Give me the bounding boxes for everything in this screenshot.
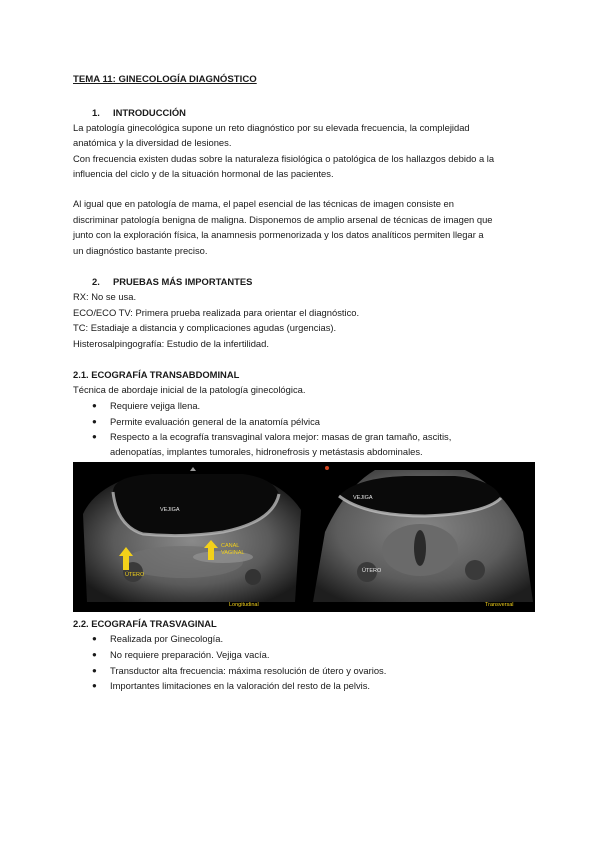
- bullet-continuation: adenopatías, implantes tumorales, hidronefrosis y metástasis abdominales.: [110, 446, 423, 457]
- label-utero: ÚTERO: [362, 568, 382, 574]
- test-item: ECO/ECO TV: Primera prueba realizada para orientar el diagnóstico.: [73, 307, 360, 318]
- intro-line: junto con la exploración física, la anamnesis pormenorizada y los datos analíticos permiten llegar a: [73, 229, 484, 240]
- label-vejiga: VEJIGA: [160, 507, 180, 513]
- test-item: RX: No se usa.: [73, 291, 137, 302]
- section-1-heading: 1. INTRODUCCIÓN: [92, 107, 186, 118]
- intro-line: influencia del ciclo y de la situación hormonal de las pacientes.: [73, 168, 334, 179]
- bullet-item: ● Requiere vejiga llena.: [92, 400, 201, 411]
- intro-line: discriminar patología benigna de maligna. Disponemos de amplio arsenal de técnicas de imagen que: [73, 214, 493, 225]
- bullet-item: ● No requiere preparación. Vejiga vacía.: [92, 649, 270, 660]
- caption-transversal: Transversal: [485, 602, 514, 608]
- section-2-heading: 2. PRUEBAS MÁS IMPORTANTES: [92, 276, 253, 287]
- bullet-icon: ●: [92, 401, 97, 410]
- ultrasound-transversal-image: [305, 462, 535, 612]
- bullet-icon: ●: [92, 681, 97, 690]
- bullet-item: ● Permite evaluación general de la anatomía pélvica: [92, 416, 321, 427]
- label-utero: ÚTERO: [125, 572, 145, 578]
- section-2-1-heading: 2.1. ECOGRAFÍA TRANSABDOMINAL: [73, 369, 240, 380]
- label-vaginal: VAGINAL: [221, 550, 245, 556]
- bullet-item: ● Respecto a la ecografía transvaginal valora mejor: masas de gran tamaño, ascitis,: [92, 431, 452, 442]
- ultrasound-longitudinal-image: [73, 462, 305, 612]
- ultrasound-figure: [73, 462, 535, 612]
- label-canal: CANAL: [221, 543, 240, 549]
- intro-line: Con frecuencia existen dudas sobre la naturaleza fisiológica o patológica de los hallazgos debido a la: [73, 153, 495, 164]
- test-item: Histerosalpingografía: Estudio de la infertilidad.: [73, 338, 269, 349]
- intro-line: un diagnóstico bastante preciso.: [73, 245, 208, 256]
- label-vejiga: VEJIGA: [353, 495, 373, 501]
- intro-line: anatómica y la diversidad de lesiones.: [73, 137, 232, 148]
- bullet-item: ● Importantes limitaciones en la valoración del resto de la pelvis.: [92, 680, 371, 691]
- bullet-icon: ●: [92, 417, 97, 426]
- bullet-icon: ●: [92, 634, 97, 643]
- bullet-icon: ●: [92, 650, 97, 659]
- bullet-icon: ●: [92, 432, 97, 441]
- intro-line: Al igual que en patología de mama, el papel esencial de las técnicas de imagen consiste en: [73, 198, 454, 209]
- bullet-item: ● Realizada por Ginecología.: [92, 633, 224, 644]
- section-2-1-intro: Técnica de abordaje inicial de la patología ginecológica.: [73, 384, 306, 395]
- page-title: TEMA 11: GINECOLOGÍA DIAGNÓSTICO: [73, 74, 257, 85]
- bullet-item: ● Transductor alta frecuencia: máxima resolución de útero y ovarios.: [92, 665, 387, 676]
- caption-longitudinal: Longitudinal: [229, 602, 259, 608]
- section-2-2-heading: 2.2. ECOGRAFÍA TRASVAGINAL: [73, 618, 217, 629]
- bullet-icon: ●: [92, 666, 97, 675]
- intro-line: La patología ginecológica supone un reto diagnóstico por su elevada frecuencia, la complejidad: [73, 122, 470, 133]
- test-item: TC: Estadiaje a distancia y complicaciones agudas (urgencias).: [73, 322, 337, 333]
